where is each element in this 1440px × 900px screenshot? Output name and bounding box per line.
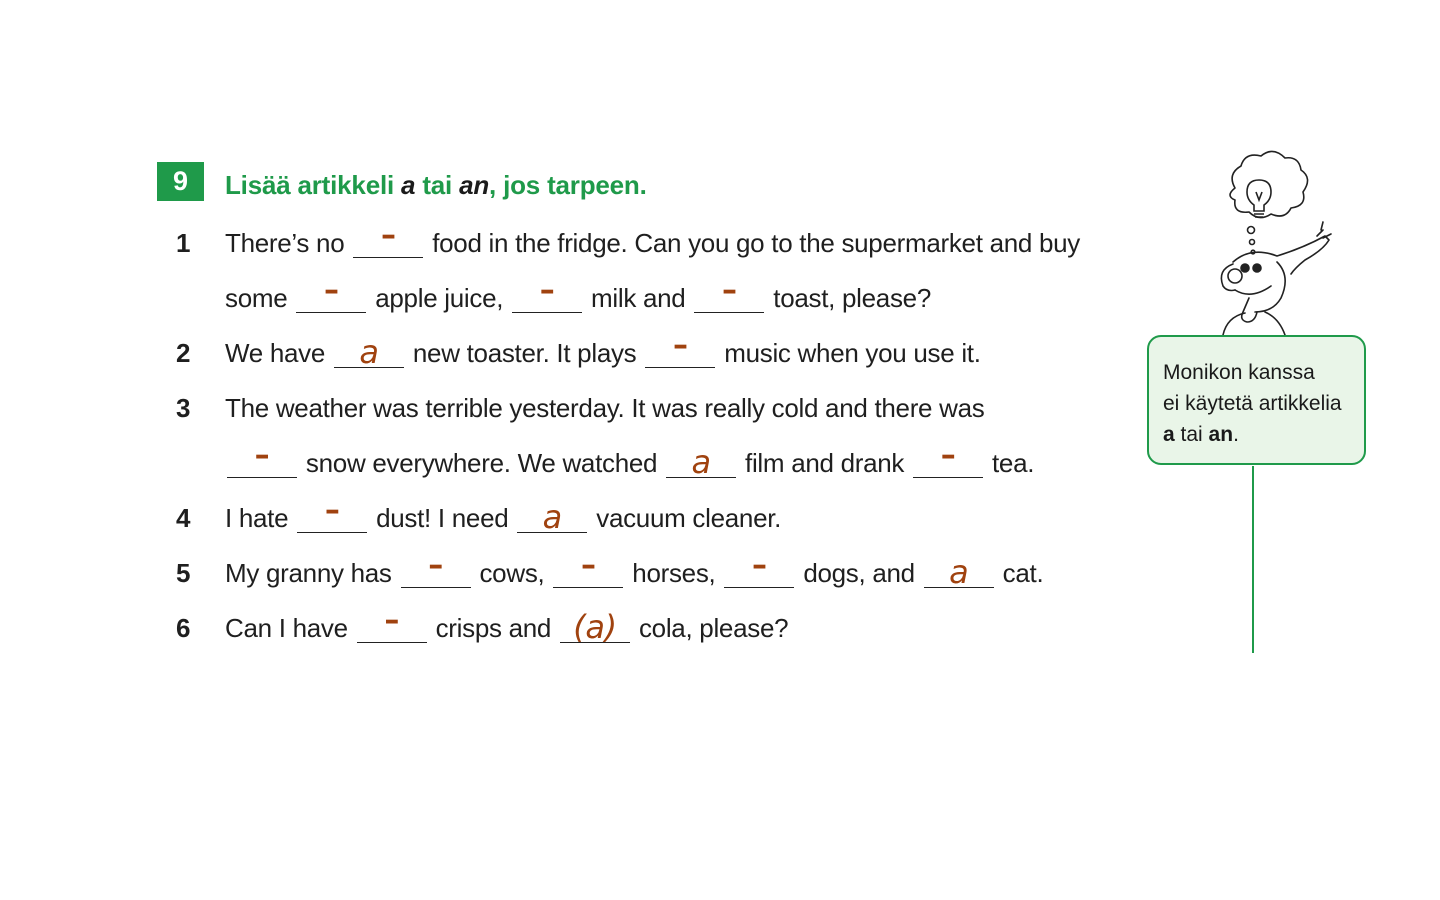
handwritten-answer: – — [752, 548, 767, 583]
handwritten-answer: – — [539, 273, 555, 308]
tip-text: . — [1233, 423, 1239, 446]
sentence-text: milk and — [584, 283, 693, 313]
sentence-text: snow everywhere. We watched — [299, 448, 665, 478]
handwritten-answer: a — [542, 498, 562, 536]
tip-line: ei käytetä artikkelia — [1163, 392, 1342, 415]
handwritten-answer: a — [359, 333, 379, 371]
sentence-text: We have — [225, 338, 332, 368]
sentence-text: I hate — [225, 503, 296, 533]
answer-blank[interactable] — [645, 328, 715, 368]
item-number: 5 — [176, 558, 191, 588]
sentence-text: toast, please? — [766, 283, 931, 313]
item-number: 3 — [176, 393, 191, 423]
sentence-text: cola, please? — [632, 613, 789, 643]
sentence-text: cat. — [995, 558, 1044, 588]
sentence-text: dust! I need — [369, 503, 516, 533]
handwritten-answer: a — [949, 553, 969, 591]
instruction-keyword-an: an — [459, 170, 490, 200]
answer-blank[interactable] — [512, 273, 582, 313]
answer-blank[interactable] — [227, 438, 297, 478]
answer-blank[interactable] — [297, 493, 367, 533]
handwritten-answer: – — [254, 438, 270, 473]
handwritten-answer: – — [428, 548, 443, 583]
answer-blank[interactable] — [666, 443, 736, 481]
handwritten-answer: – — [380, 218, 396, 253]
handwritten-answer: – — [384, 603, 400, 638]
sentence-text: There’s no — [225, 228, 352, 258]
answer-blank[interactable] — [334, 333, 404, 371]
answer-blank[interactable] — [401, 548, 471, 588]
sentence-text: vacuum cleaner. — [589, 503, 782, 533]
sentence-text: tea. — [985, 448, 1035, 478]
sentence-text: dogs, and — [796, 558, 922, 588]
sentence-text: The weather was terrible yesterday. It was really cold and there was — [225, 393, 985, 423]
instruction-text: Lisää artikkeli — [225, 170, 402, 200]
tip-text: tai — [1174, 423, 1209, 446]
lightbulb-icon — [1247, 180, 1271, 217]
answer-blank[interactable] — [296, 273, 366, 313]
answer-blank[interactable] — [517, 498, 587, 536]
item-number: 2 — [176, 338, 191, 368]
instruction-text: tai — [415, 170, 460, 200]
handwritten-answer: – — [324, 493, 340, 528]
sentence-line — [225, 273, 931, 318]
answer-blank[interactable] — [560, 608, 630, 646]
handwritten-answer: – — [323, 273, 339, 308]
tip-keyword-a: a — [1163, 423, 1175, 446]
sentence-line — [225, 493, 782, 538]
answer-blank[interactable] — [553, 548, 623, 588]
tip-divider-line — [1252, 466, 1254, 653]
exercise-number: 9 — [157, 162, 204, 201]
sentence-text: Can I have — [225, 613, 355, 643]
sentence-text: music when you use it. — [717, 338, 981, 368]
item-number: 1 — [176, 228, 191, 258]
sentence-line — [225, 548, 1044, 593]
handwritten-answer: – — [940, 438, 956, 473]
sentence-line — [225, 328, 981, 373]
answer-blank[interactable] — [353, 218, 423, 258]
handwritten-answer: – — [722, 273, 737, 308]
sentence-text: new toaster. It plays — [405, 338, 644, 368]
thinking-boy-illustration — [1205, 150, 1340, 340]
answer-blank[interactable] — [924, 553, 994, 591]
exercise-instruction — [225, 170, 647, 201]
answer-blank[interactable] — [724, 548, 794, 588]
sentence-text: cows, — [472, 558, 552, 588]
sentence-text: horses, — [625, 558, 723, 588]
grammar-tip-box — [1147, 335, 1366, 465]
handwritten-answer: a — [691, 443, 711, 481]
item-number: 4 — [176, 503, 191, 533]
tip-keyword-an: an — [1208, 423, 1234, 446]
sentence-line — [225, 438, 1035, 483]
instruction-text: , jos tarpeen. — [489, 170, 647, 200]
sentence-line — [225, 388, 984, 428]
sentence-text: crisps and — [428, 613, 559, 643]
tip-line: Monikon kanssa — [1163, 361, 1315, 384]
tip-line — [1163, 419, 1352, 450]
sentence-text: film and drank — [738, 448, 912, 478]
sentence-text: food in the fridge. Can you go to the supermarket and buy — [425, 228, 1080, 258]
answer-blank[interactable] — [694, 273, 764, 313]
instruction-keyword-a: a — [401, 170, 416, 200]
sentence-line — [225, 603, 789, 648]
handwritten-answer: – — [581, 548, 596, 583]
answer-blank[interactable] — [913, 438, 983, 478]
sentence-text: some — [225, 283, 295, 313]
sentence-line — [225, 218, 1080, 263]
sentence-text: apple juice, — [368, 283, 511, 313]
item-number: 6 — [176, 613, 191, 643]
answer-blank[interactable] — [357, 603, 427, 643]
handwritten-answer: (a) — [573, 608, 617, 646]
sentence-text: My granny has — [225, 558, 399, 588]
handwritten-answer: – — [672, 328, 688, 363]
